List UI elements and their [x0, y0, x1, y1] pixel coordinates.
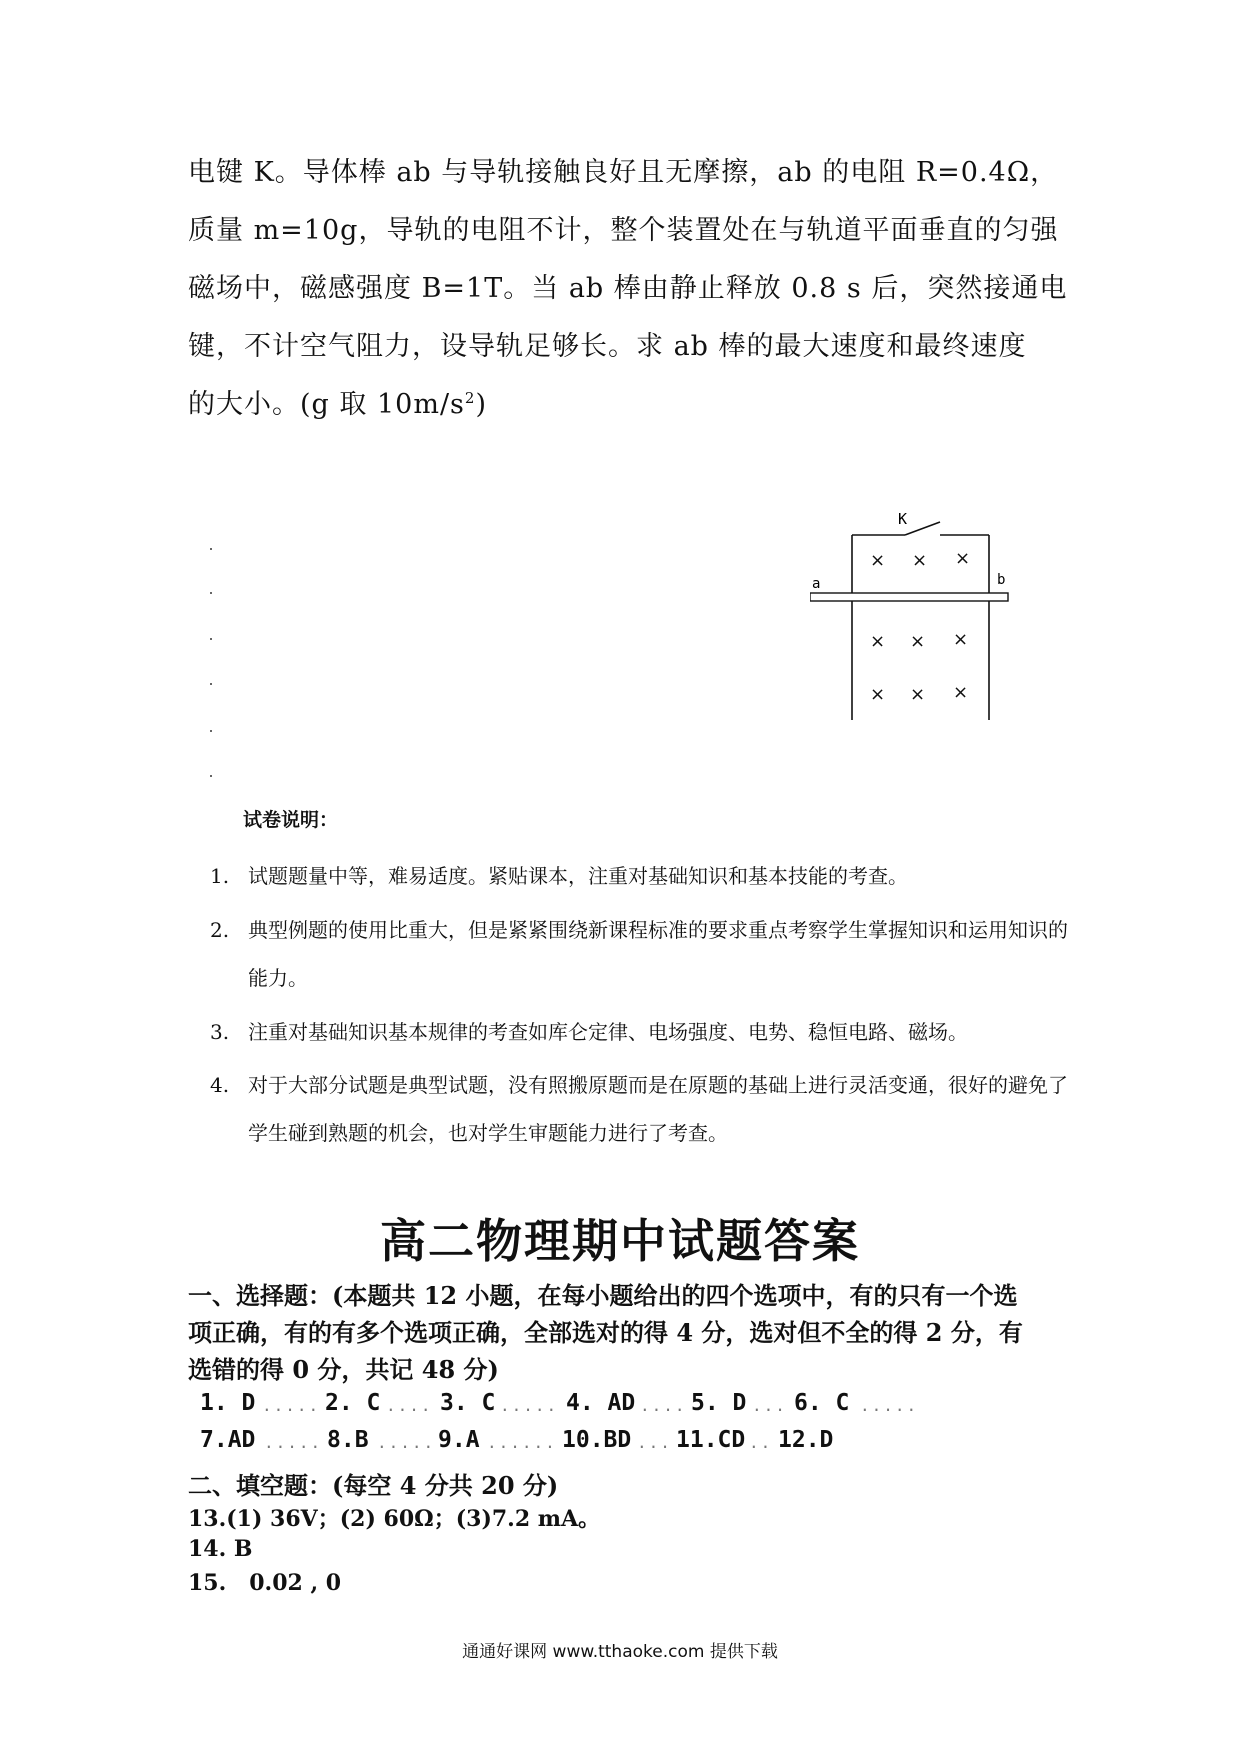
- answer-title: 高二物理期中试题答案: [380, 1214, 860, 1268]
- problem-line-4: 键，不计空气阻力，设导轨足够长。求 ab 棒的最大速度和最终速度: [188, 331, 1027, 362]
- problem-line-5-end: ): [475, 389, 487, 420]
- section2-title: 二、填空题：(每空 4 分共 20 分): [188, 1471, 559, 1500]
- label-b: b: [997, 572, 1006, 588]
- superscript-2: 2: [464, 389, 476, 407]
- item-text: 典型例题的使用比重大，但是紧紧围绕新课程标准的要求重点考察学生掌握知识和运用知识的能力。: [248, 918, 1068, 990]
- leader-dots: .....: [860, 1396, 919, 1415]
- circuit-diagram: [810, 500, 1010, 730]
- section1-line-3: 选错的得 0 分，共记 48 分): [188, 1355, 499, 1384]
- stray-dot: [210, 592, 212, 594]
- answer-15: 15. 0.02 , 0: [188, 1570, 342, 1596]
- mc-answer: 6. C: [794, 1390, 850, 1416]
- section1-line-2: 项正确，有的有多个选项正确，全部选对的得 4 分，选对但不全的得 2 分，有: [188, 1318, 1023, 1347]
- mc-answer: 5. D: [691, 1390, 747, 1416]
- leader-dots: ....: [386, 1396, 433, 1415]
- leader-dots: ...: [637, 1433, 672, 1452]
- field-cross: ×: [955, 548, 971, 569]
- answer-14: 14. B: [188, 1536, 253, 1562]
- magnetic-field-symbols: [870, 548, 970, 705]
- stray-dot: [210, 775, 212, 777]
- problem-line-5-text: 的大小。(g 取 10m/s: [188, 389, 465, 420]
- leader-dots: .....: [264, 1433, 323, 1452]
- leader-dots: ......: [487, 1433, 557, 1452]
- item-text: 注重对基础知识基本规律的考查如库仑定律、电场强度、电势、稳恒电路、磁场。: [248, 1020, 968, 1044]
- switch-blade: [905, 522, 940, 535]
- mc-answer: 4. AD: [566, 1390, 636, 1416]
- stray-dot: [210, 730, 212, 732]
- label-a: a: [812, 576, 821, 592]
- item-number: 3.: [210, 1020, 230, 1044]
- item-text: 对于大部分试题是典型试题，没有照搬原题而是在原题的基础上进行灵活变通，很好的避免了学生碰到熟题的机会，也对学生审题能力进行了考查。: [248, 1073, 1068, 1145]
- field-cross: ×: [910, 684, 926, 705]
- mc-answer: 12.D: [778, 1427, 834, 1453]
- stray-dot: [210, 683, 212, 685]
- problem-line-5: [188, 382, 1058, 421]
- field-cross: ×: [953, 682, 969, 703]
- mc-answer: 2. C: [325, 1390, 381, 1416]
- conductor-bar-ab: [810, 593, 1008, 601]
- mc-answer: 11.CD: [676, 1427, 746, 1453]
- item-number: 2.: [210, 918, 230, 942]
- mc-answer: 8.B: [327, 1427, 369, 1453]
- explanation-title: 试卷说明：: [243, 809, 339, 831]
- stray-dot: [210, 638, 212, 640]
- footer-download-credit: 通通好课网 www.tthaoke.com 提供下载: [462, 1642, 778, 1662]
- answer-13: 13.(1) 36V；(2) 60Ω；(3)7.2 mA。: [188, 1506, 601, 1532]
- item-number: 1.: [210, 864, 230, 888]
- field-cross: ×: [870, 550, 886, 571]
- mc-answer: 3. C: [440, 1390, 496, 1416]
- problem-line-3: 磁场中，磁感强度 B=1T。当 ab 棒由静止释放 0.8 s 后，突然接通电: [188, 273, 1068, 304]
- mc-answer: 7.AD: [200, 1427, 256, 1453]
- leader-dots: ..: [749, 1433, 773, 1452]
- leader-dots: .....: [262, 1396, 321, 1415]
- leader-dots: ....: [640, 1396, 687, 1415]
- field-cross: ×: [953, 629, 969, 650]
- problem-line-2: 质量 m=10g，导轨的电阻不计，整个装置处在与轨道平面垂直的匀强: [188, 215, 1059, 246]
- leader-dots: ...: [752, 1396, 787, 1415]
- leader-dots: .....: [500, 1396, 559, 1415]
- section1-line-1: 一、选择题：(本题共 12 小题，在每小题给出的四个选项中，有的只有一个选: [188, 1281, 1018, 1310]
- field-cross: ×: [910, 631, 926, 652]
- field-cross: ×: [912, 550, 928, 571]
- leader-dots: .....: [377, 1433, 436, 1452]
- mc-answer: 1. D: [200, 1390, 256, 1416]
- stray-dot: [210, 548, 212, 550]
- switch-label: K: [898, 510, 908, 528]
- field-cross: ×: [870, 631, 886, 652]
- field-cross: ×: [870, 684, 886, 705]
- mc-answer: 10.BD: [562, 1427, 632, 1453]
- mc-answer: 9.A: [438, 1427, 480, 1453]
- item-number: 4.: [210, 1073, 230, 1097]
- problem-line-1: 电键 K。导体棒 ab 与导轨接触良好且无摩擦，ab 的电阻 R=0.4Ω，: [188, 157, 1059, 188]
- item-text: 试题题量中等，难易适度。紧贴课本，注重对基础知识和基本技能的考查。: [248, 864, 908, 888]
